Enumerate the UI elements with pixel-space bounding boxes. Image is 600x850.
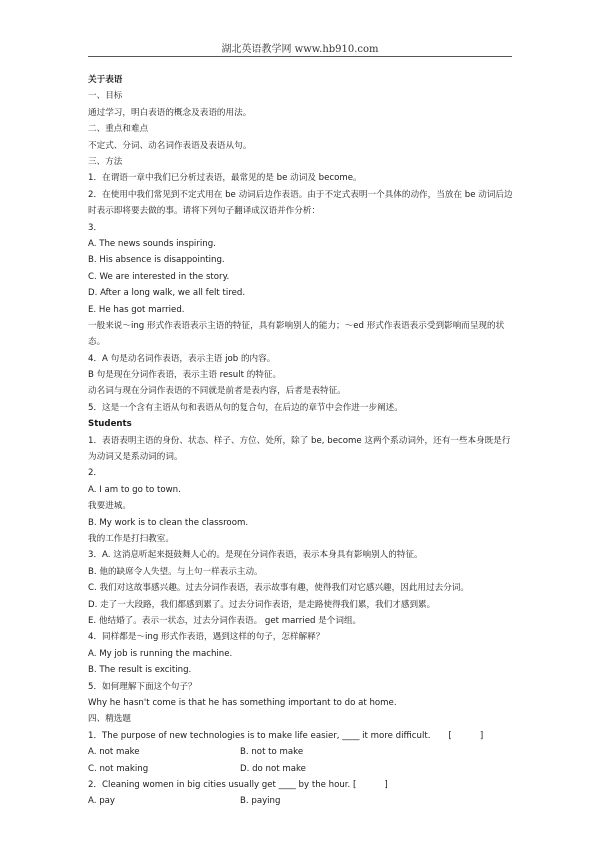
option-d: D. do not make — [240, 763, 306, 774]
analysis-line: D. 走了一大段路，我们都感到累了。过去分词作表语，是走路使得我们累，我们才感到累。 — [88, 599, 436, 610]
paragraph: 不定式、分词、动名词作表语及表语从句。 — [88, 140, 252, 151]
analysis-line: B. 他的缺席令人失望。与上句一样表示主动。 — [88, 566, 263, 577]
example-sentence: B. The result is exciting. — [88, 665, 192, 676]
paragraph: B 句是现在分词作表语，表示主语 result 的特征。 — [88, 370, 282, 381]
option-b: B. paying — [240, 796, 281, 807]
example-sentence: A. The news sounds inspiring. — [88, 238, 216, 249]
analysis-line: E. 他结婚了。表示一状态，过去分词作表语。 get married 是个词组。 — [88, 615, 362, 626]
document-title: 关于表语 — [88, 75, 123, 85]
paragraph: 1．在谓语一章中我们已分析过表语，最常见的是 be 动词及 become。 — [88, 173, 362, 184]
bracket-close: ] — [384, 779, 388, 790]
paragraph: 5．这是一个含有主语从句和表语从句的复合句，在后边的章节中会作进一步阐述。 — [88, 402, 403, 413]
option-a: A. not make — [88, 747, 140, 758]
paragraph: 2．在使用中我们常见到不定式用在 be 动词后边作表语。由于不定式表明一个具体的动作，当放在 be 动词后边时表示即将要去做的事。请将下列句子翻译成汉语并作分析： — [88, 189, 513, 217]
paragraph: 动名词与现在分词作表语的不同就是前者是表内容，后者是表特征。 — [88, 386, 346, 397]
example-sentence: E. He has got married. — [88, 304, 185, 315]
document-body — [88, 72, 516, 810]
paragraph: 通过学习，明白表语的概念及表语的用法。 — [88, 107, 252, 118]
question-stem: 1．The purpose of new technologies is to make life easier, ____ it more difficult. — [88, 730, 431, 741]
analysis-line: C. 我们对这故事感兴趣。过去分词作表语，表示故事有趣，使得我们对它感兴趣，因此用过去分词。 — [88, 583, 469, 594]
students-heading: Students — [88, 419, 132, 430]
option-b: B. not to make — [240, 747, 304, 758]
option-c: C. not making — [88, 763, 149, 774]
section-heading: 一、目标 — [88, 91, 123, 102]
section-heading: 四、精选题 — [88, 714, 131, 725]
paragraph: 3． — [88, 222, 103, 233]
question-2 — [88, 777, 516, 793]
paragraph: 1．表语表明主语的身份、状态、样子、方位、处所，除了 be, become 这两个系动词外，还有一些本身既是行为动词又是系动词的词。 — [88, 435, 511, 463]
translation: 我的工作是打扫教室。 — [88, 534, 174, 545]
analysis-line: 3．A. 这消息听起来挺鼓舞人心的。是现在分词作表语，表示本身具有影响别人的特征。 — [88, 550, 423, 561]
options-row — [88, 793, 516, 809]
paragraph: 4．同样都是～ing 形式作表语，遇到这样的句子，怎样解释？ — [88, 632, 325, 643]
example-sentence: D. After a long walk, we all felt tired. — [88, 288, 246, 299]
example-sentence: Why he hasn't come is that he has something important to do at home. — [88, 697, 397, 708]
example-sentence: B. My work is to clean the classroom. — [88, 517, 249, 528]
paragraph: 4．A 句是动名词作表语，表示主语 job 的内容。 — [88, 353, 276, 364]
example-sentence: B. His absence is disappointing. — [88, 255, 225, 266]
section-heading: 二、重点和难点 — [88, 124, 149, 135]
options-row — [88, 761, 516, 777]
paragraph: 5．如何理解下面这个句子？ — [88, 681, 197, 692]
paragraph: 一般来说～ing 形式作表语表示主语的特征，具有影响别人的能力；～ed 形式作表语表示受到影响而呈现的状态。 — [88, 320, 505, 348]
page-header: 湖北英语教学网 www.hb910.com — [221, 44, 379, 55]
header-divider — [88, 56, 512, 57]
options-row — [88, 744, 516, 760]
translation: 我要进城。 — [88, 501, 131, 512]
example-sentence: A. I am to go to town. — [88, 484, 181, 495]
question-stem: 2．Cleaning women in big cities usually get ____ by the hour. [ — [88, 779, 357, 790]
section-heading: 三、方法 — [88, 156, 123, 167]
question-1 — [88, 728, 516, 744]
bracket-close: ] — [479, 730, 484, 741]
example-sentence: A. My job is running the machine. — [88, 648, 233, 659]
paragraph: 2． — [88, 468, 103, 479]
answer-bracket — [448, 731, 483, 741]
option-a: A. pay — [88, 796, 115, 807]
bracket-open: [ — [448, 730, 452, 741]
example-sentence: C. We are interested in the story. — [88, 271, 230, 282]
